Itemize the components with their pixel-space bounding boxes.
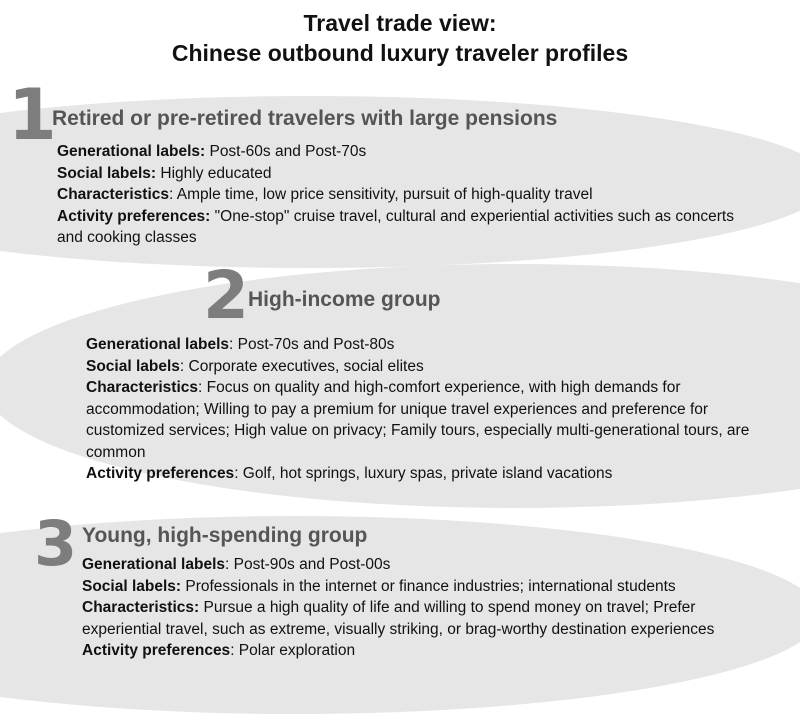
generational-label: Generational labels <box>82 556 225 573</box>
activity-label: Activity preferences <box>82 642 231 659</box>
profile-3-heading: Young, high-spending group <box>82 524 368 547</box>
profile-3-characteristics <box>82 597 752 640</box>
profile-2-generational <box>86 334 776 356</box>
activity-label: Activity preferences <box>86 465 235 482</box>
activity-label: Activity preferences: <box>57 207 211 225</box>
page-title <box>0 8 800 68</box>
profile-3-activity <box>82 640 752 662</box>
social-label: Social labels: <box>57 164 157 182</box>
page-title-line-2: Chinese outbound luxury traveler profiles <box>171 40 629 66</box>
generational-value: : Post-70s and Post-80s <box>229 336 395 353</box>
social-value: : Corporate executives, social elites <box>179 357 424 375</box>
activity-value: : Golf, hot springs, luxury spas, private island vacations <box>234 465 613 482</box>
generational-value: : Post-90s and Post-00s <box>225 556 391 573</box>
generational-label: Generational labels <box>86 336 229 353</box>
profile-3-generational <box>82 554 752 576</box>
social-value: Highly educated <box>156 164 272 182</box>
profile-2-heading: High-income group <box>248 288 441 311</box>
profile-3-details <box>82 554 752 662</box>
activity-value: : Polar exploration <box>230 642 356 659</box>
characteristics-value: : Focus on quality and high-comfort experience, with high demands for accommodation; Willing to pay a premium for unique travel experiences and preference for customized services; High value on privacy; Family tours, especially multi-generational tours, are common <box>86 379 750 461</box>
activity-value: "One-stop" cruise travel, cultural and experiential activities such as concerts and cooking classes <box>57 207 734 246</box>
profile-1-characteristics <box>57 184 757 206</box>
generational-value: Post-60s and Post-70s <box>205 143 367 160</box>
profile-2-activity <box>86 463 776 485</box>
profile-3-number: 3 <box>34 507 78 580</box>
profile-2-social <box>86 356 776 378</box>
profile-1-heading: Retired or pre-retired travelers with large pensions <box>52 107 558 130</box>
generational-label: Generational labels: <box>57 143 206 160</box>
profile-2-details <box>86 334 776 485</box>
characteristics-value: Pursue a high quality of life and willing to spend money on travel; Prefer experiential travel, such as extreme, visually striking, or brag-worthy destination experiences <box>82 599 715 638</box>
profile-1-number: 1 <box>8 74 57 156</box>
profile-1-activity <box>57 206 757 249</box>
social-label: Social labels: <box>82 577 182 595</box>
profile-1-social <box>57 163 757 185</box>
profile-3-social <box>82 576 752 598</box>
characteristics-label: Characteristics: <box>82 599 200 616</box>
social-value: Professionals in the internet or finance industries; international students <box>181 577 676 595</box>
profile-2-characteristics <box>86 377 776 463</box>
social-label: Social labels <box>86 357 180 375</box>
profile-2-number: 2 <box>203 257 249 334</box>
page-title-line-1: Travel trade view: <box>303 10 497 36</box>
characteristics-label: Characteristics <box>86 379 199 396</box>
profile-1-generational <box>57 141 757 163</box>
characteristics-value: : Ample time, low price sensitivity, pursuit of high-quality travel <box>169 186 593 203</box>
profile-1-details <box>57 141 757 249</box>
characteristics-label: Characteristics <box>57 186 170 203</box>
